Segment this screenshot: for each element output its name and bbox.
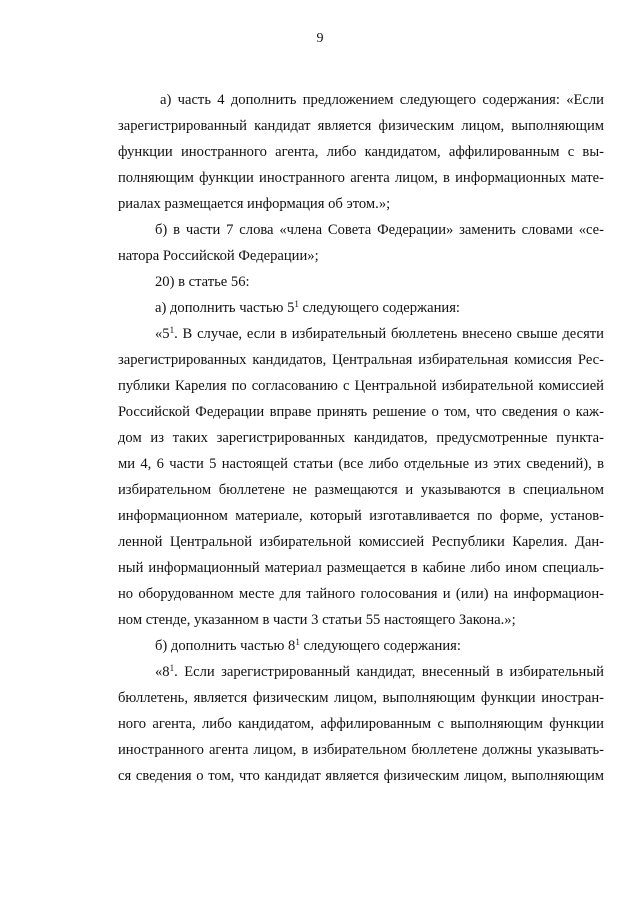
text-line: бюллетень, является физическим лицом, выполняющим функции иностран- xyxy=(118,690,604,706)
text-line: ся сведения о том, что кандидат является физическим лицом, выполняющим xyxy=(118,768,604,784)
superscript: 1 xyxy=(295,637,300,647)
text-line: ми 4, 6 части 5 настоящей статьи (все либо отдельные из этих сведений), в xyxy=(118,456,604,472)
text-fragment: следующего содержания: xyxy=(298,300,460,316)
superscript: 1 xyxy=(169,325,175,335)
text-fragment: следующего содержания: xyxy=(299,638,461,654)
text-line: функции иностранного агента, либо кандидатом, аффилированным с вы- xyxy=(118,144,604,160)
superscript: 1 xyxy=(169,663,175,673)
superscript: 1 xyxy=(294,299,299,309)
text-line: зарегистрированных кандидатов, Центральная избирательная комиссия Рес- xyxy=(118,352,604,368)
text-fragment: «8 xyxy=(155,664,170,680)
text-fragment: . Если зарегистрированный кандидат, внесенный в избирательный xyxy=(174,664,604,680)
text-line: иностранного агента лицом, в избирательном бюллетене должны указывать- xyxy=(118,742,604,758)
text-line xyxy=(155,637,604,655)
text-line: б) в части 7 слова «члена Совета Федерации» заменить словами «се- xyxy=(155,222,604,238)
text-line: информационном материале, который изготавливается по форме, установ- xyxy=(118,508,604,524)
text-line: публики Карелия по согласованию с Центральной избирательной комиссией xyxy=(118,378,604,394)
text-line xyxy=(155,299,604,317)
text-line: ный информационный материал размещается в кабине либо ином специаль- xyxy=(118,560,604,576)
text-line: 20) в статье 56: xyxy=(155,274,250,290)
text-fragment: . В случае, если в избирательный бюллетень внесено свыше десяти xyxy=(174,326,604,342)
text-line: зарегистрированный кандидат является физическим лицом, выполняющим xyxy=(118,118,604,134)
text-line: ленной Центральной избирательной комиссией Республики Карелия. Дан- xyxy=(118,534,604,550)
text-fragment: б) дополнить частью 8 xyxy=(155,638,296,654)
text-line: натора Российской Федерации»; xyxy=(118,248,319,264)
text-line xyxy=(155,325,604,343)
text-line: ного агента, либо кандидатом, аффилированным с выполняющим функции xyxy=(118,716,604,732)
text-line: Российской Федерации вправе принять решение о том, что сведения о каж- xyxy=(118,404,604,420)
text-line: но оборудованном месте для тайного голосования и (или) на информацион- xyxy=(118,586,604,602)
text-line: полняющим функции иностранного агента лицом, в информационных мате- xyxy=(118,170,604,186)
text-line: дом из таких зарегистрированных кандидатов, предусмотренные пункта- xyxy=(118,430,604,446)
text-line: ном стенде, указанном в части 3 статьи 55 настоящего Закона.»; xyxy=(118,612,516,628)
text-fragment: а) дополнить частью 5 xyxy=(155,300,295,316)
text-line: риалах размещается информация об этом.»; xyxy=(118,196,391,212)
text-fragment: «5 xyxy=(155,326,170,342)
text-line: а) часть 4 дополнить предложением следующего содержания: «Если xyxy=(160,92,604,108)
page-number: 9 xyxy=(316,31,324,46)
text-line: избирательном бюллетене не размещаются и указываются в специальном xyxy=(118,482,604,498)
text-line xyxy=(155,663,604,681)
